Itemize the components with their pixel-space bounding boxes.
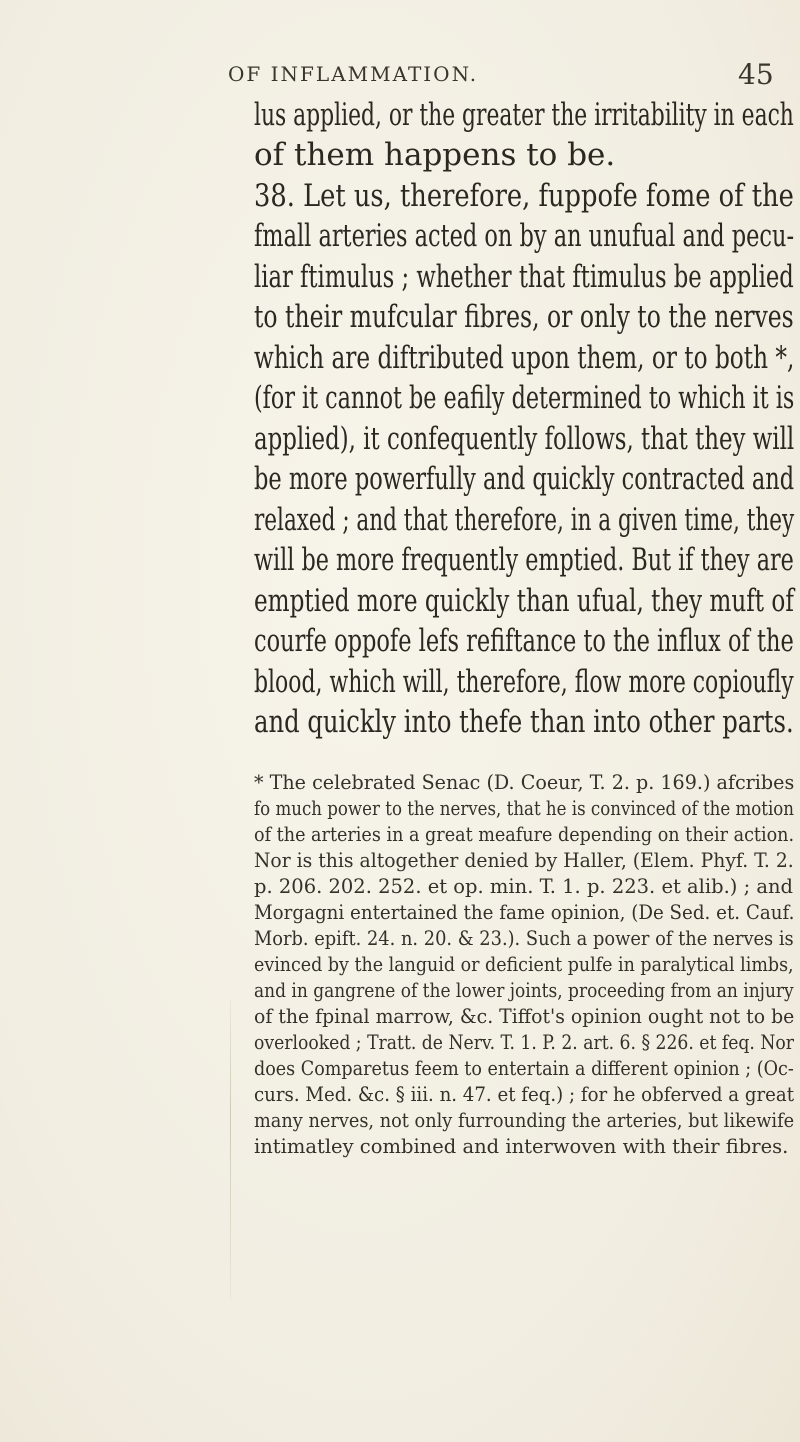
text-line: be more powerfully and quickly contracted and xyxy=(254,461,795,497)
footnote-line: overlooked ; Tratt. de Nerv. T. 1. P. 2. art. 6. § 226. et feq. Nor xyxy=(254,1031,795,1054)
text-line: of them happens to be. xyxy=(254,137,616,173)
text-line: blood, which will, therefore, flow more copioufly xyxy=(254,664,794,700)
text-line: relaxed ; and that therefore, in a given time, they xyxy=(254,502,795,538)
text-line: liar ftimulus ; whether that ftimulus be applied xyxy=(254,259,794,295)
text-line: courfe oppofe lefs refiftance to the influx of the xyxy=(254,623,794,659)
footnote-line: of the fpinal marrow, &c. Tiffot's opinion ought not to be xyxy=(254,1005,795,1028)
footnote-line: Morb. epift. 24. n. 20. & 23.). Such a power of the nerves is xyxy=(254,927,794,950)
text-line: to their mufcular fibres, or only to the nerves xyxy=(254,299,794,335)
footnote-line: of the arteries in a great meafure depending on their action. xyxy=(254,823,795,846)
text-line: emptied more quickly than ufual, they muft of xyxy=(254,583,794,619)
footnote-line: fo much power to the nerves, that he is convinced of the motion xyxy=(254,797,795,820)
text-line: lus applied, or the greater the irritability in each xyxy=(254,97,794,133)
footnote-line: many nerves, not only furrounding the arteries, but likewife xyxy=(254,1109,795,1132)
text-line: fmall arteries acted on by an unufual and pecu- xyxy=(254,218,795,254)
footnote-line: does Comparetus feem to entertain a different opinion ; (Oc- xyxy=(254,1057,794,1080)
text-line: and quickly into thefe than into other parts. xyxy=(254,704,794,740)
footnote-line: curs. Med. &c. § iii. n. 47. et feq.) ; for he obferved a great xyxy=(254,1083,795,1106)
footnote-line: Nor is this altogether denied by Haller, (Elem. Phyf. T. 2. xyxy=(254,849,794,872)
text-line: applied), it confequently follows, that they will xyxy=(254,421,795,457)
footnote-line: and in gangrene of the lower joints, proceeding from an injury xyxy=(254,979,794,1002)
text-line: will be more frequently emptied. But if they are xyxy=(254,542,794,578)
page-header xyxy=(0,58,800,98)
text-line: 38. Let us, therefore, fuppofe fome of the xyxy=(254,178,794,214)
page-number: 45 xyxy=(738,58,774,91)
footnote-line: * The celebrated Senac (D. Coeur, T. 2. p. 169.) afcribes xyxy=(254,771,795,794)
footnote-line: evinced by the languid or deficient pulfe in paralytical limbs, xyxy=(254,953,794,976)
footnote-line: p. 206. 202. 252. et op. min. T. 1. p. 223. et alib.) ; and xyxy=(254,875,794,898)
footnote-line: intimatley combined and interwoven with their fibres. xyxy=(254,1135,789,1158)
text-line: which are diftributed upon them, or to both *, xyxy=(254,340,795,376)
running-head: OF INFLAMMATION. xyxy=(228,62,479,86)
margin-shadow xyxy=(230,1000,231,1300)
text-line: (for it cannot be eafily determined to which it is xyxy=(254,380,795,416)
footnote-line: Morgagni entertained the fame opinion, (De Sed. et. Cauf. xyxy=(254,901,795,924)
